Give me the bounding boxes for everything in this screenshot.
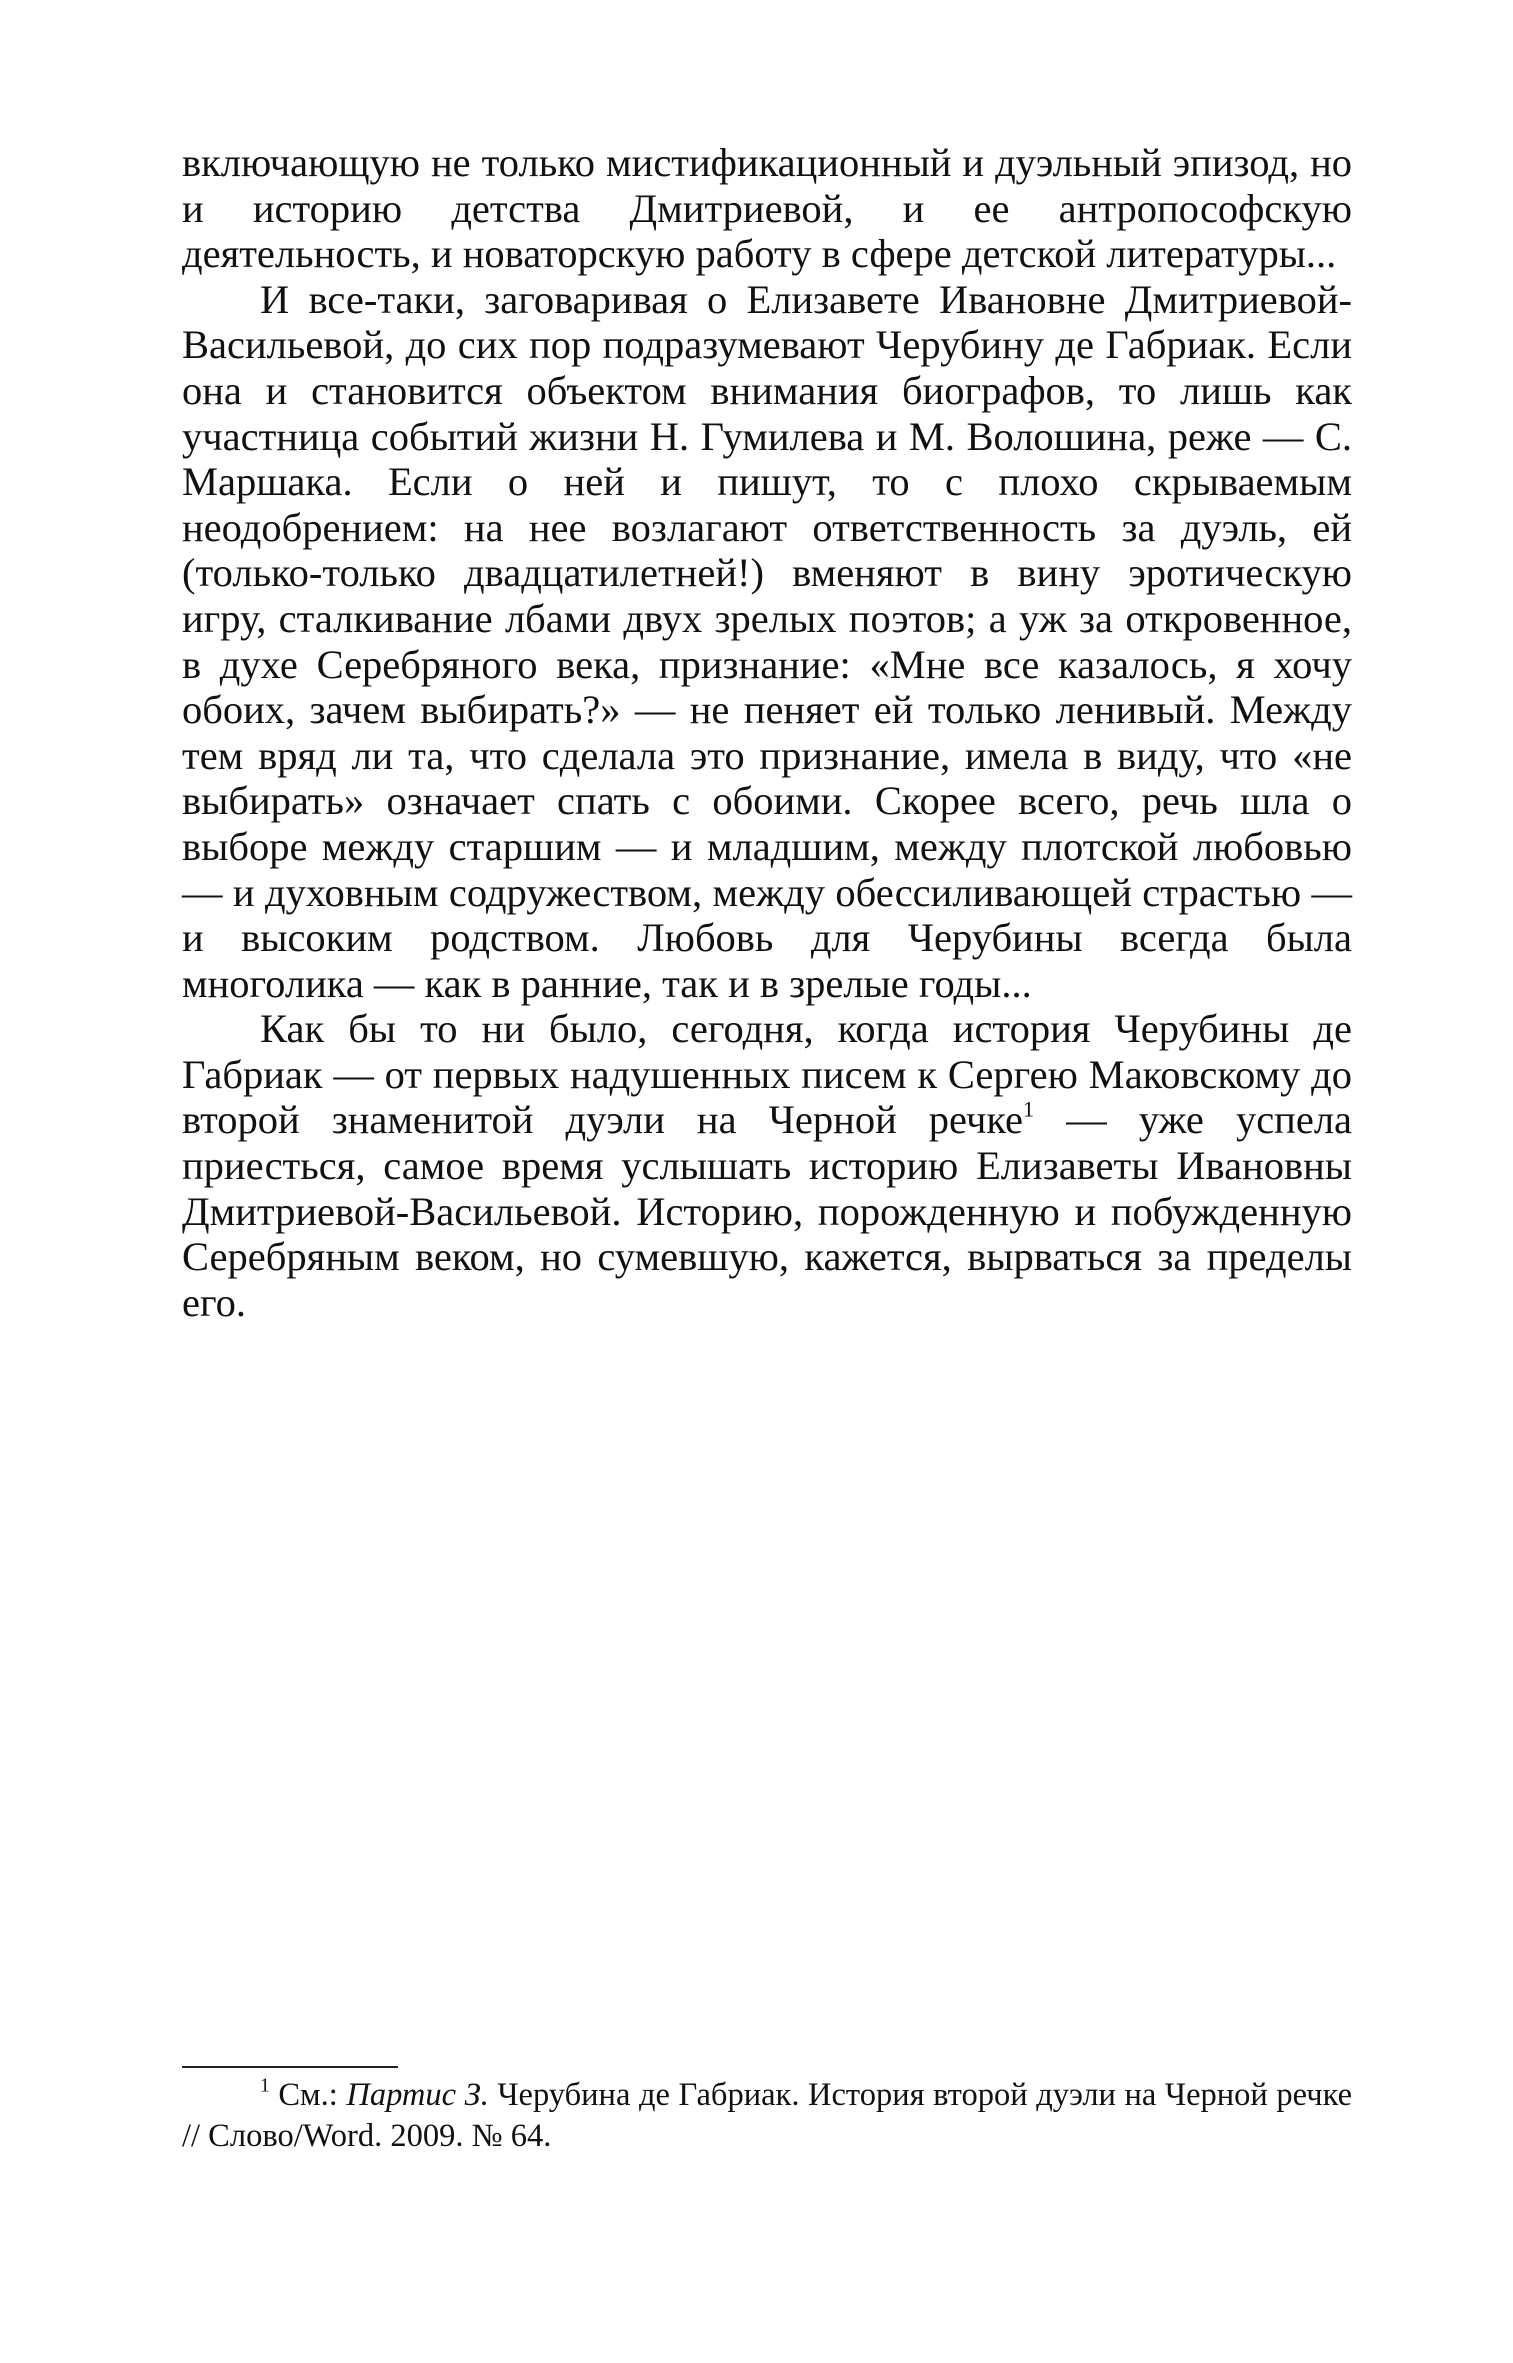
main-text <box>182 140 1352 1325</box>
footnote <box>182 2075 1352 2157</box>
paragraph-1: включающую не только мистификационный и дуэльный эпизод, но и историю детства Дмитриевой, и ее антропософскую деятельность, и новаторскую работу в сфере детской литературы... <box>182 140 1352 277</box>
paragraph-2: И все-таки, заговаривая о Елизавете Ивановне Дмитриевой-Васильевой, до сих пор подразумевают Черубину де Габриак. Если она и становится объектом внимания биографов, то лишь как участница событий жизни Н. Гумилева и М. Волошина, реже — С. Маршака. Если о ней и пишут, то с плохо скрываемым неодобрением: на нее возлагают ответственность за дуэль, ей (только-только двадцатилетней!) вменяют в вину эротическую игру, сталкивание лбами двух зрелых поэтов; а уж за откровенное, в духе Серебряного века, признание: «Мне все казалось, я хочу обоих, зачем выбирать?» — не пеняет ей только ленивый. Между тем вряд ли та, что сделала это признание, имела в виду, что «не выбирать» означает спать с обоими. Скорее всего, речь шла о выборе между старшим — и младшим, между плотской любовью — и духовным содружеством, между обессиливающей страстью — и высоким родством. Любовь для Черубины всегда была многолика — как в ранние, так и в зрелые годы... <box>182 276 1352 1006</box>
footnote-author: Партис З. <box>346 2077 489 2113</box>
footnote-citation: Черубина де Габриак. История второй дуэли на Черной речке // Слово/Word. 2009. № 64. <box>182 2077 1352 2154</box>
footnote-reference: 1 <box>1023 1096 1035 1122</box>
paragraph-3 <box>182 1006 1352 1325</box>
footnote-prefix: См.: <box>269 2077 347 2113</box>
footnote-separator <box>182 2066 398 2068</box>
paragraph-3-text-end: — уже успела приесться, самое время услышать историю Елизаветы Ивановны Дмитриевой-Васильевой. Историю, порожденную и побужденную Серебряным веком, но сумевшую, кажется, вырваться за пределы его. <box>182 1097 1353 1325</box>
paragraph-3-text-start: Как бы то ни было, сегодня, когда история Черубины де Габриак — от первых надушенных писем к Сергею Маковскому до второй знаменитой дуэли на Черной речке <box>182 1006 1352 1143</box>
footnote-number: 1 <box>260 2075 270 2097</box>
